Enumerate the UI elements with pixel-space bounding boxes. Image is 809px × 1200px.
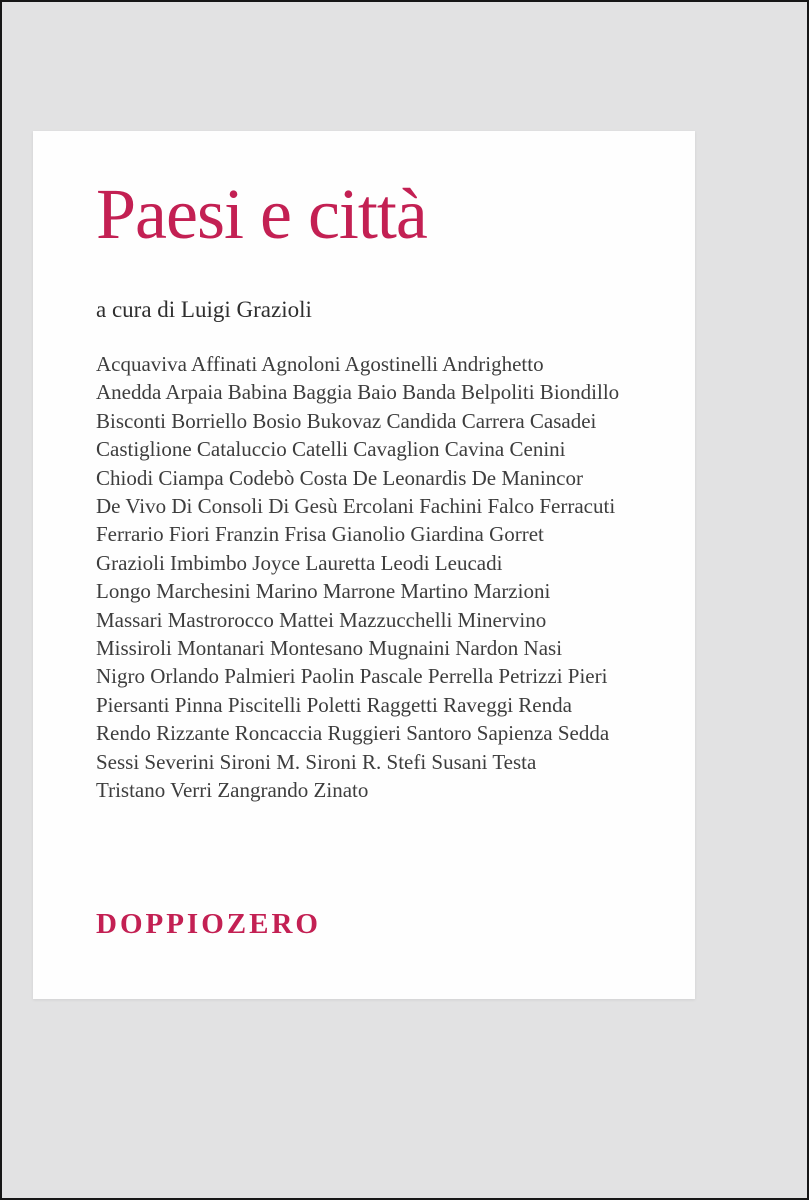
editor-byline: a cura di Luigi Grazioli bbox=[96, 297, 312, 322]
authors-line: Longo Marchesini Marino Marrone Martino Marzioni bbox=[96, 579, 551, 604]
authors-line: Acquaviva Affinati Agnoloni Agostinelli Andrighetto bbox=[96, 352, 544, 376]
authors-line: Sessi Severini Sironi M. Sironi R. Stefi Susani Testa bbox=[96, 749, 537, 774]
authors-list bbox=[96, 350, 681, 805]
book-cover-card bbox=[33, 131, 695, 999]
authors-line: Ferrario Fiori Franzin Frisa Gianolio Giardina Gorret bbox=[96, 522, 544, 547]
authors-line: Bisconti Borriello Bosio Bukovaz Candida Carrera Casadei bbox=[96, 408, 597, 433]
authors-line: Grazioli Imbimbo Joyce Lauretta Leodi Leucadi bbox=[96, 550, 503, 575]
authors-line: Tristano Verri Zangrando Zinato bbox=[96, 778, 369, 803]
authors-line: Missiroli Montanari Montesano Mugnaini Nardon Nasi bbox=[96, 636, 563, 661]
authors-line: Piersanti Pinna Piscitelli Poletti Raggetti Raveggi Renda bbox=[96, 692, 572, 717]
book-title: Paesi e città bbox=[96, 174, 427, 254]
authors-line: Massari Mastrorocco Mattei Mazzucchelli Minervino bbox=[96, 607, 547, 632]
authors-line: Castiglione Cataluccio Catelli Cavaglion Cavina Cenini bbox=[96, 437, 566, 462]
publisher-logo: DOPPIOZERO bbox=[96, 908, 321, 940]
authors-line: Anedda Arpaia Babina Baggia Baio Banda Belpoliti Biondillo bbox=[96, 380, 620, 405]
authors-line: Chiodi Ciampa Codebò Costa De Leonardis De Manincor bbox=[96, 465, 583, 490]
authors-line: Rendo Rizzante Roncaccia Ruggieri Santoro Sapienza Sedda bbox=[96, 721, 610, 746]
authors-line: De Vivo Di Consoli Di Gesù Ercolani Fachini Falco Ferracuti bbox=[96, 494, 616, 519]
authors-line: Nigro Orlando Palmieri Paolin Pascale Perrella Petrizzi Pieri bbox=[96, 664, 608, 689]
